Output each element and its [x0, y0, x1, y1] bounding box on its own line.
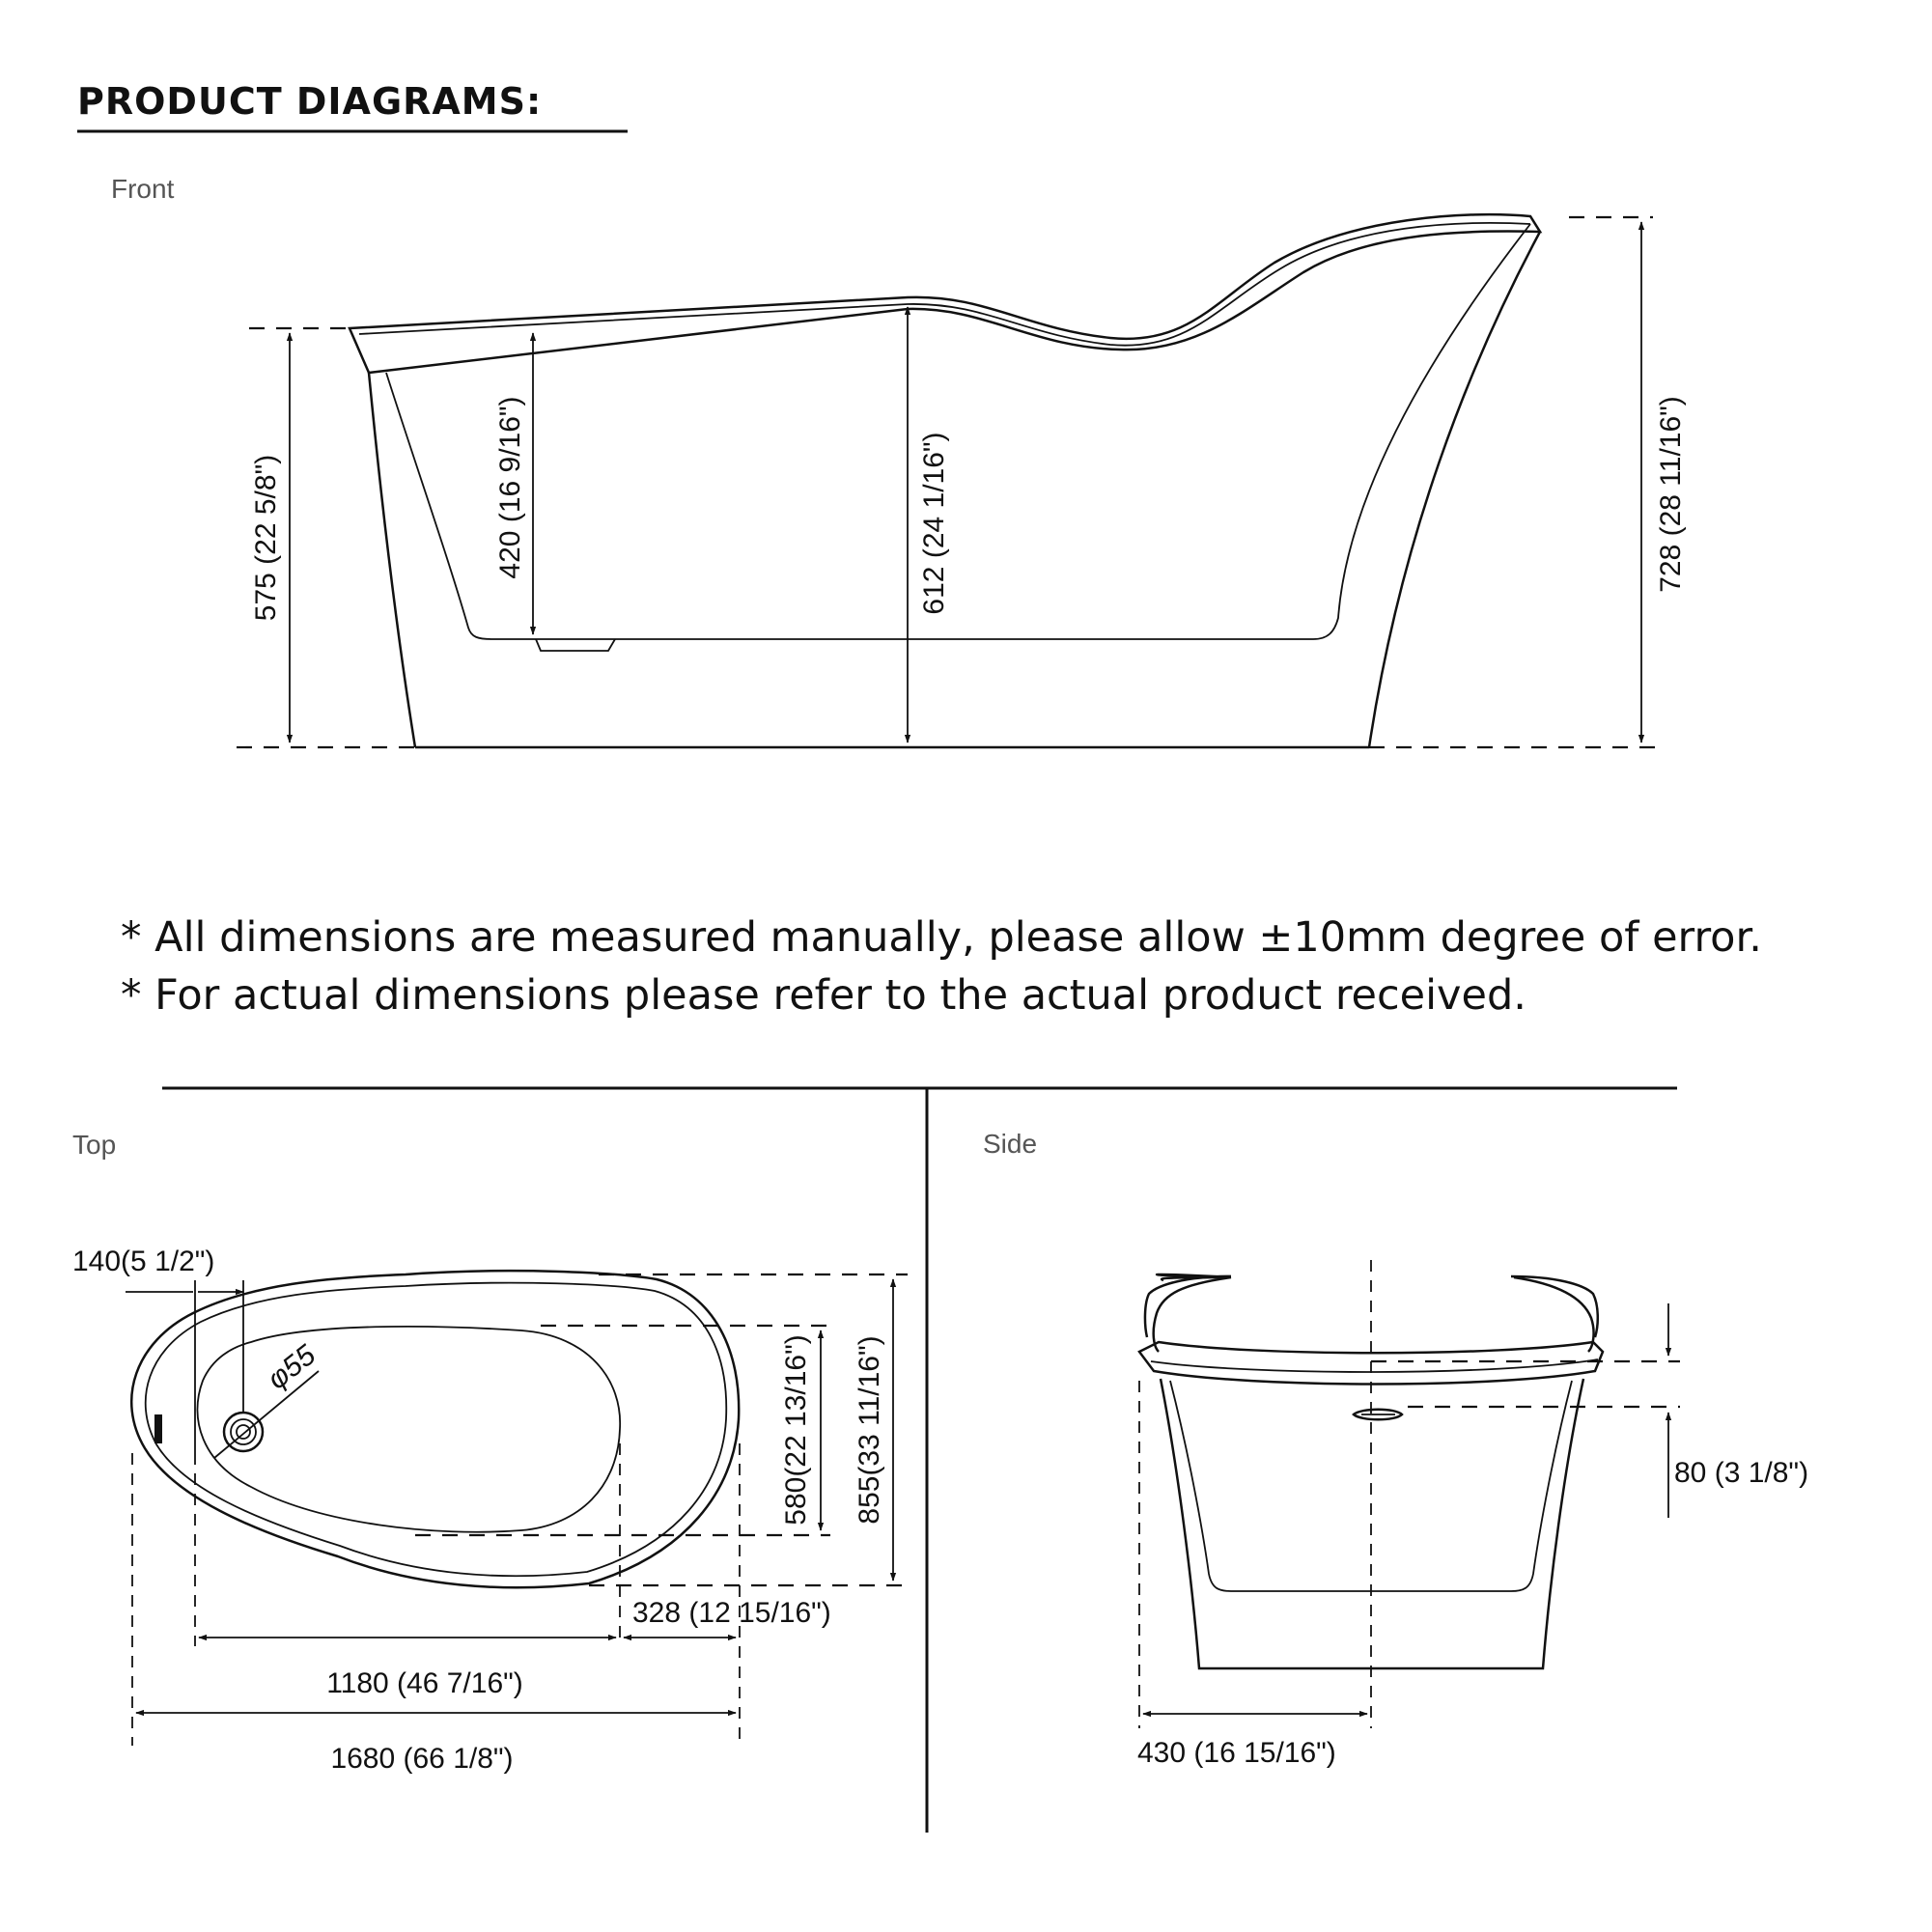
- dim-label-855: 855(33 11/16"): [854, 1335, 885, 1525]
- page-title: PRODUCT DIAGRAMS:: [77, 80, 543, 123]
- tub-body-left: [369, 373, 415, 747]
- side-left-sweep: [1154, 1277, 1231, 1352]
- top-drain-inner: [237, 1425, 250, 1439]
- tub-inner-basin: [386, 224, 1530, 639]
- top-view: [72, 1130, 908, 1775]
- dim-label-140: 140(5 1/2"): [72, 1246, 215, 1277]
- dim-label-80: 80 (3 1/8"): [1674, 1457, 1809, 1489]
- side-body-outer: [1161, 1379, 1583, 1668]
- tub-body-right: [1369, 232, 1540, 747]
- dim-label-575: 575 (22 5/8"): [250, 454, 282, 622]
- top-view-label: Top: [72, 1130, 117, 1160]
- tub-rim-outer: [350, 214, 1540, 373]
- dim-label-430: 430 (16 15/16"): [1137, 1737, 1336, 1769]
- dim-label-612: 612 (24 1/16"): [918, 432, 950, 615]
- top-basin: [197, 1327, 620, 1532]
- note-actual-product: * For actual dimensions please refer to the actual product received.: [121, 971, 1526, 1020]
- dim-label-phi55: φ55: [261, 1338, 322, 1396]
- dim-label-420: 420 (16 9/16"): [494, 396, 526, 579]
- top-overflow-slot: [154, 1414, 162, 1443]
- note-tolerance: * All dimensions are measured manually, please allow ±10mm degree of error.: [121, 913, 1762, 962]
- drain-diameter-leader: [214, 1371, 319, 1458]
- dim-label-728: 728 (28 11/16"): [1655, 396, 1687, 593]
- side-right-sweep: [1514, 1277, 1594, 1352]
- dim-label-328: 328 (12 15/16"): [632, 1597, 831, 1629]
- dim-label-1180: 1180 (46 7/16"): [326, 1667, 523, 1699]
- dim-label-580: 580(22 13/16"): [780, 1334, 812, 1526]
- top-rim-outer: [131, 1271, 739, 1587]
- side-view-label: Side: [983, 1129, 1038, 1159]
- drain-fitting: [536, 639, 615, 651]
- tub-rim-inner: [359, 223, 1530, 346]
- front-view: [111, 174, 1687, 747]
- dim-label-1680: 1680 (66 1/8"): [330, 1743, 514, 1775]
- front-view-label: Front: [111, 174, 175, 204]
- side-view: [983, 1129, 1808, 1769]
